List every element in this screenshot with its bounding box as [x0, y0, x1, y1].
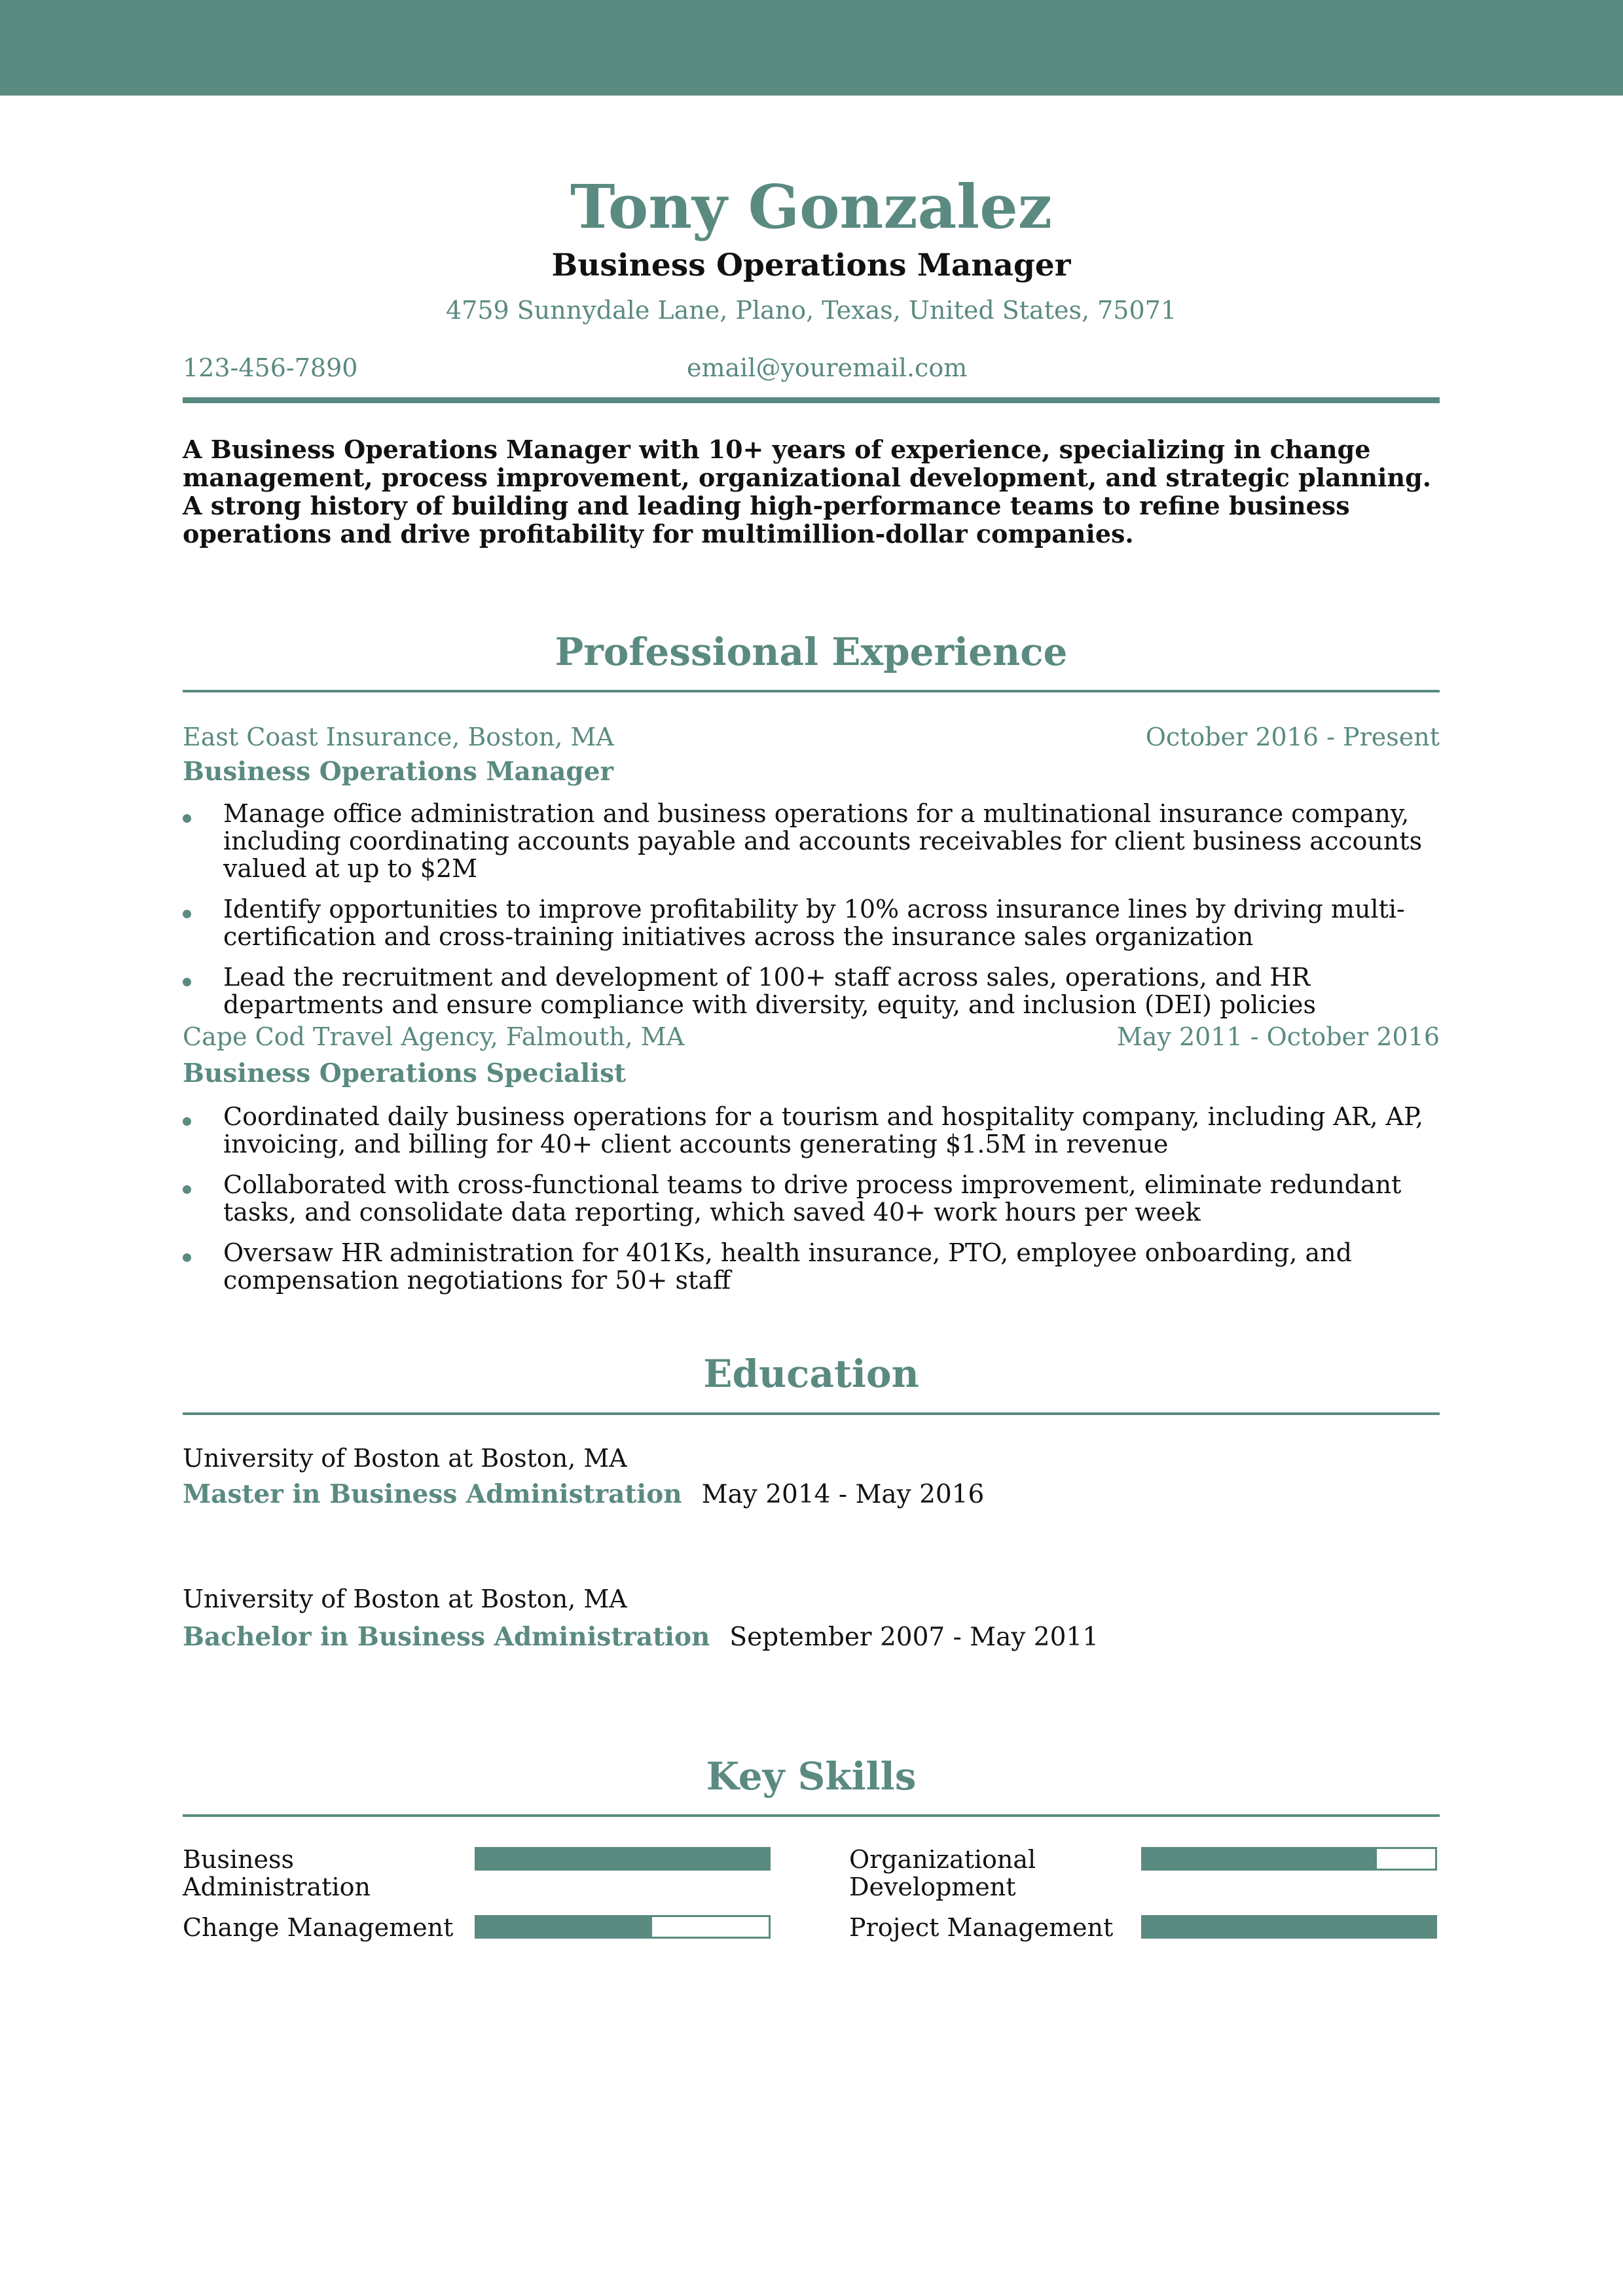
list-item: [183, 1239, 1440, 1294]
phone: 123-456-7890: [183, 353, 358, 382]
edu-school: University of Boston at Boston, MA: [183, 1585, 627, 1613]
bullet-icon: [183, 814, 191, 823]
skill-level-bar: [475, 1915, 771, 1939]
candidate-title: Business Operations Manager: [551, 247, 1071, 283]
bullet-text: Collaborated with cross-functional teams to drive process improvement, eliminate redundant tasks, and consolidate data reporting, which saved 40+ work hours per week: [223, 1170, 1402, 1227]
bullet-text: Coordinated daily business operations for a tourism and hospitality company, including AR, AP, invoicing, and billing for 40+ client accounts generating $1.5M in revenue: [223, 1102, 1424, 1158]
list-item: [183, 1103, 1440, 1158]
edu-degree-row: [183, 1622, 1099, 1652]
job-company: Cape Cod Travel Agency, Falmouth, MA: [183, 1022, 685, 1051]
edu-degree: Master in Business Administration: [183, 1479, 682, 1509]
email: email@youremail.com: [687, 353, 968, 382]
list-item: [183, 800, 1440, 882]
candidate-name: Tony Gonzalez: [570, 171, 1053, 242]
bullet-icon: [183, 1185, 191, 1194]
experience-divider: [183, 690, 1440, 692]
skills-heading: Key Skills: [706, 1754, 917, 1799]
education-heading: Education: [703, 1352, 919, 1396]
job-dates: October 2016 - Present: [1145, 723, 1440, 751]
skill-level-fill: [477, 1917, 652, 1937]
job-role: Business Operations Specialist: [183, 1058, 627, 1088]
skill-label: Change Management: [183, 1913, 454, 1942]
edu-dates: May 2014 - May 2016: [701, 1480, 985, 1509]
bullet-text: Oversaw HR administration for 401Ks, health insurance, PTO, employee onboarding, and compensation negotiations for 50+ staff: [223, 1238, 1352, 1295]
bullet-text: Identify opportunities to improve profitability by 10% across insurance lines by driving multi-certification and cross-training initiatives across the insurance sales organization: [223, 895, 1405, 951]
job-dates: May 2011 - October 2016: [1116, 1022, 1440, 1051]
list-item: [183, 963, 1440, 1018]
skill-level-fill: [1143, 1917, 1435, 1937]
bullet-text: Lead the recruitment and development of 100+ staff across sales, operations, and HR departments and ensure compliance with diversity, equity, and inclusion (DEI) policies: [223, 963, 1317, 1019]
address: 4759 Sunnydale Lane, Plano, Texas, United States, 75071: [445, 296, 1176, 325]
skill-label: Business Administration: [183, 1845, 371, 1901]
summary: A Business Operations Manager with 10+ years of experience, specializing in change management, process improvement, organizational development, and strategic planning. A strong history of building and leading high-performance teams to refine business operations and drive profitability for multimillion-dollar companies.: [183, 435, 1431, 548]
education-divider: [183, 1412, 1440, 1415]
bullet-text: Manage office administration and business operations for a multinational insurance company, including coordinating accounts payable and accounts receivables for client business accounts valued at up to $2M: [223, 799, 1423, 883]
edu-school: University of Boston at Boston, MA: [183, 1444, 627, 1473]
job-bullets: [183, 800, 1440, 1031]
experience-heading: Professional Experience: [555, 630, 1068, 674]
skill-level-bar: [1141, 1847, 1437, 1871]
job-company: East Coast Insurance, Boston, MA: [183, 723, 614, 751]
edu-dates: September 2007 - May 2011: [729, 1623, 1099, 1652]
list-item: [183, 895, 1440, 950]
edu-degree: Bachelor in Business Administration: [183, 1622, 710, 1652]
skill-level-bar: [1141, 1915, 1437, 1939]
job-bullets: [183, 1103, 1440, 1307]
skill-level-bar: [475, 1847, 771, 1871]
edu-degree-row: [183, 1479, 984, 1509]
list-item: [183, 1171, 1440, 1226]
bullet-icon: [183, 1117, 191, 1126]
skill-level-fill: [477, 1849, 769, 1869]
job-role: Business Operations Manager: [183, 757, 614, 787]
skill-label: Project Management: [849, 1913, 1114, 1942]
top-accent-bar: [0, 0, 1623, 96]
bullet-icon: [183, 978, 191, 986]
bullet-icon: [183, 910, 191, 918]
bullet-icon: [183, 1253, 191, 1262]
skill-label: Organizational Development: [849, 1845, 1036, 1901]
header-divider: [183, 397, 1440, 403]
skills-divider: [183, 1814, 1440, 1817]
skill-level-fill: [1143, 1849, 1377, 1869]
